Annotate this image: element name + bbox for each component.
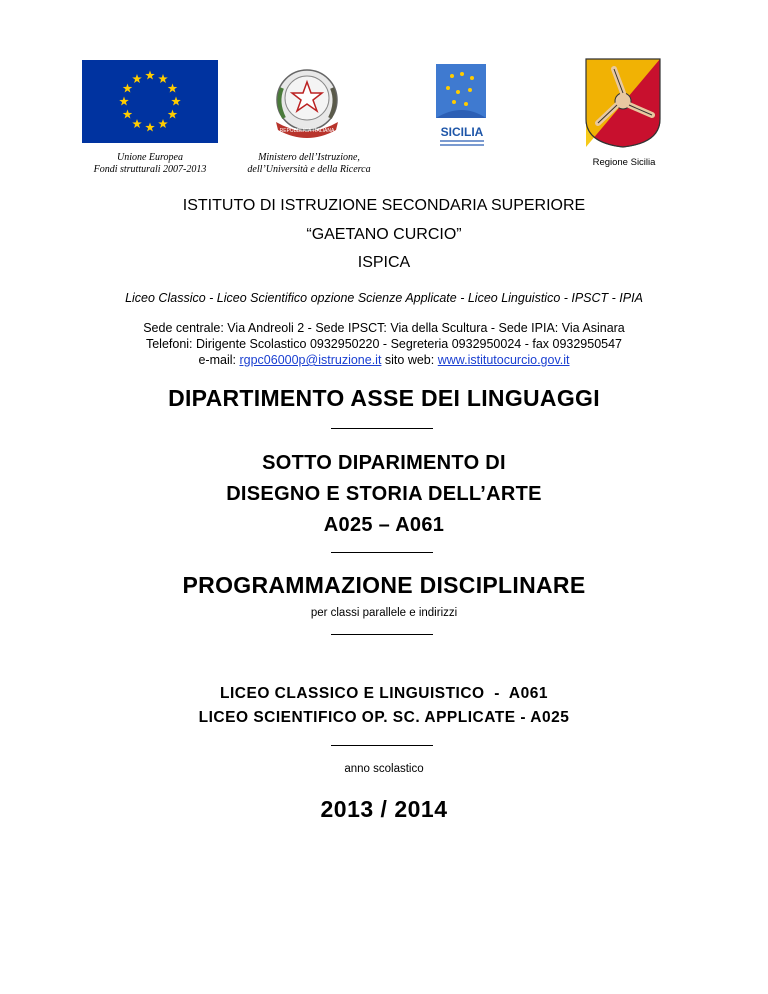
regione-caption: Regione Sicilia <box>592 157 656 168</box>
svg-text:REPUBBLICA ITALIANA: REPUBBLICA ITALIANA <box>279 128 335 134</box>
email-label: e-mail: <box>198 353 236 367</box>
subdepartment-title: SOTTO DIPARIMENTO DI DISEGNO E STORIA DELL’ARTE A025 – A061 <box>226 452 542 536</box>
divider <box>331 745 433 746</box>
programmazione-subtitle: per classi parallele e indirizzi <box>310 607 458 619</box>
liceo-scientifico-line: LICEO SCIENTIFICO OP. SC. APPLICATE - A025 <box>198 709 570 726</box>
website-link[interactable]: www.istitutocurcio.gov.it <box>437 353 570 367</box>
school-year: 2013 / 2014 <box>320 796 448 822</box>
regione-sicilia-emblem <box>584 57 662 149</box>
institute-name: “GAETANO CURCIO” <box>306 226 462 243</box>
divider <box>331 552 433 553</box>
courses-list: Liceo Classico - Liceo Scientifico opzione Scienze Applicate - Liceo Linguistico - IPSCT - IPIA <box>125 291 643 305</box>
email-link[interactable]: rgpc06000p@istruzione.it <box>239 353 382 367</box>
eu-caption: Unione Europea Fondi strutturali 2007-2013 <box>93 152 207 175</box>
divider <box>331 634 433 635</box>
department-title: DIPARTIMENTO ASSE DEI LINGUAGGI <box>168 385 600 411</box>
contact-info <box>0 352 768 368</box>
school-year-label: anno scolastico <box>344 763 424 775</box>
liceo-classico-line: LICEO CLASSICO E LINGUISTICO - A061 <box>220 685 548 702</box>
sicilia-por-logo <box>432 62 494 154</box>
divider <box>331 428 433 429</box>
phone-info: Telefoni: Dirigente Scolastico 0932950220 - Segreteria 0932950024 - fax 0932950547 <box>145 337 623 351</box>
web-label: sito web: <box>384 353 435 367</box>
ministry-caption: Ministero dell’Istruzione, dell’Università e della Ricerca <box>247 152 371 175</box>
italian-republic-emblem <box>262 60 352 142</box>
programmazione-title: PROGRAMMAZIONE DISCIPLINARE <box>182 572 586 598</box>
institute-city: ISPICA <box>357 254 411 271</box>
svg-text:SICILIA: SICILIA <box>440 125 484 139</box>
eu-flag-logo <box>82 60 218 143</box>
institute-type: ISTITUTO DI ISTRUZIONE SECONDARIA SUPERIORE <box>182 197 586 214</box>
sedi-info: Sede centrale: Via Andreoli 2 - Sede IPSCT: Via della Scultura - Sede IPIA: Via Asinara <box>143 321 625 335</box>
